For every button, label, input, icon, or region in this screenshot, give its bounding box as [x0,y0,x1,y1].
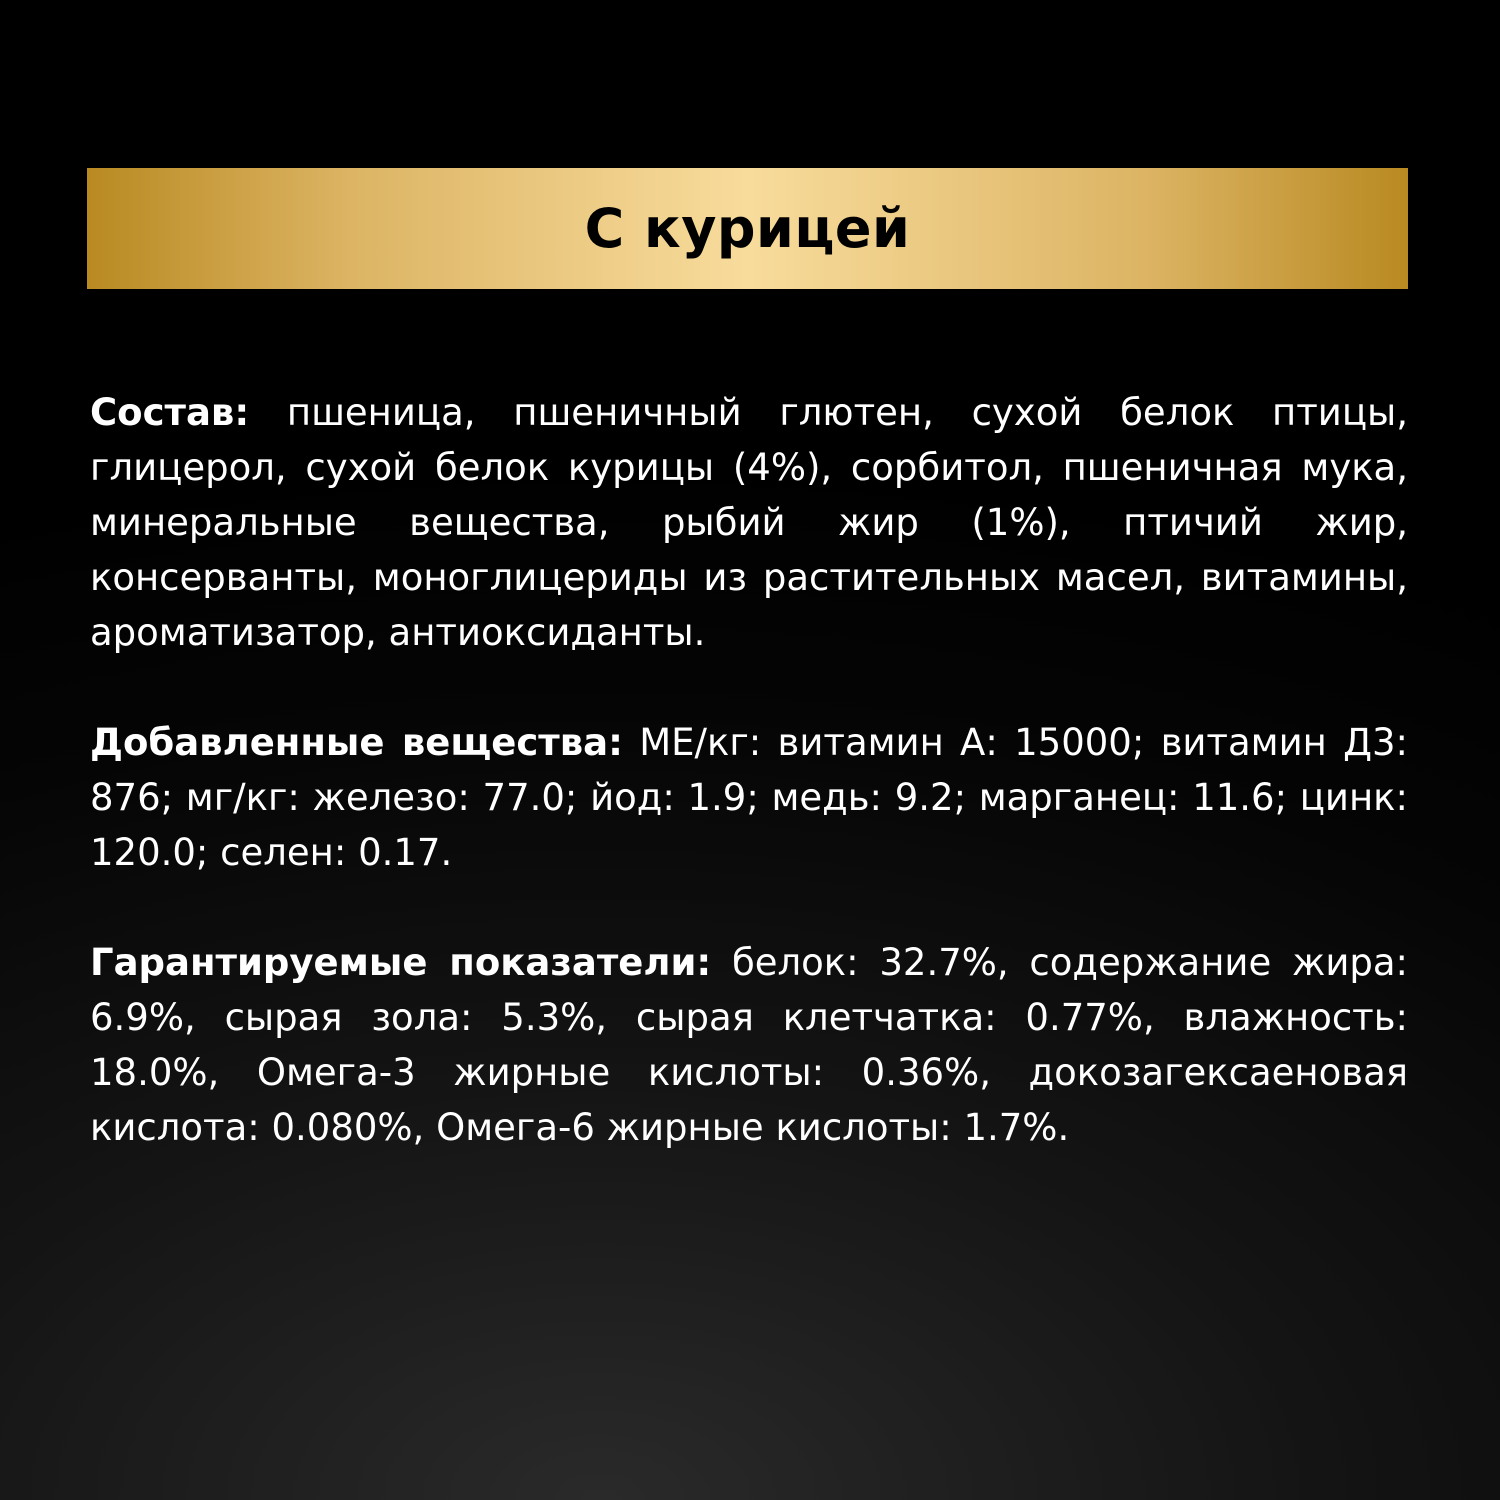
product-variant-title: С курицей [584,197,911,260]
guaranteed-section [90,935,1408,1155]
composition-text: пшеница, пшеничный глютен, сухой белок птицы, глицерол, сухой белок курицы (4%), сорбитол, пшеничная мука, минеральные вещества, рыбий жир (1%), птичий жир, консерванты, моноглицериды из растительных масел, витамины, ароматизатор, антиоксиданты. [90,391,1409,654]
composition-label: Состав: [90,391,250,434]
composition-section [90,385,1408,660]
title-banner [87,168,1408,289]
additives-text: МЕ/кг: витамин А: 15000; витамин Д3: 876; мг/кг: железо: 77.0; йод: 1.9; медь: 9.2; марганец: 11.6; цинк: 120.0; селен: 0.17. [90,721,1408,874]
additives-section [90,715,1408,880]
guaranteed-label: Гарантируемые показатели: [90,941,712,984]
product-details [90,385,1408,1155]
additives-label: Добавленные вещества: [90,721,623,764]
guaranteed-text: белок: 32.7%, содержание жира: 6.9%, сырая зола: 5.3%, сырая клетчатка: 0.77%, влажность: 18.0%, Омега-3 жирные кислоты: 0.36%, докозагексаеновая кислота: 0.080%, Омега-6 жирные кислоты: 1.7%. [90,941,1408,1149]
